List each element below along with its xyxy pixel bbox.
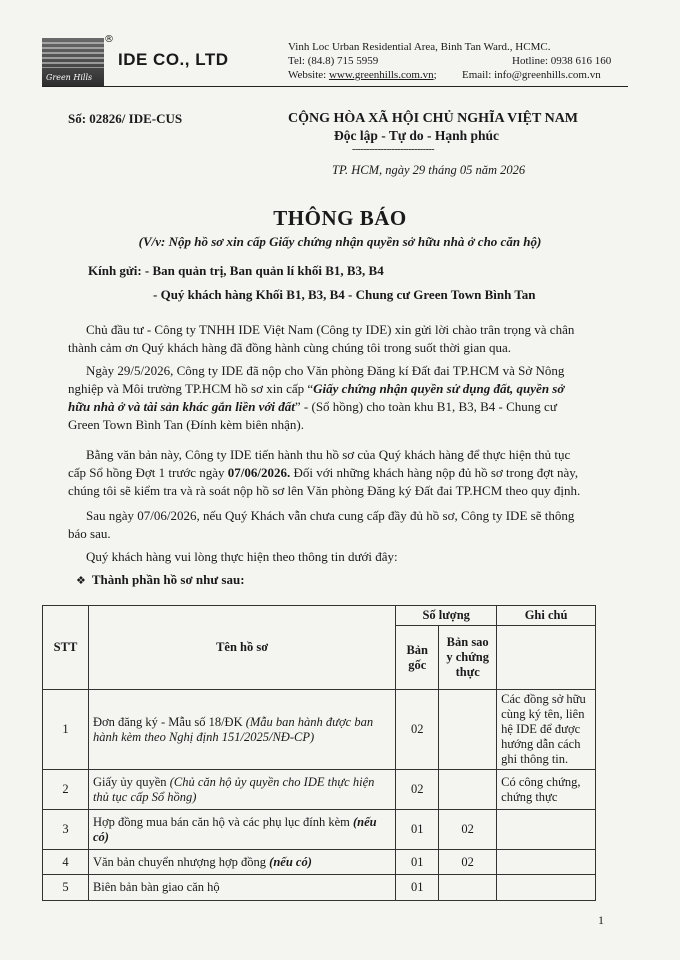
row-name: Hợp đồng mua bán căn hộ và các phụ lục đính kèm (nếu có) (88, 810, 395, 850)
paragraph-line: cấp Sổ hồng Đợt 1 trước ngày 07/06/2026. Đối với những khách hàng nộp đủ hồ sơ trong đợt này, (68, 465, 579, 480)
row-name: Biên bản bàn giao căn hộ (88, 875, 395, 901)
row-original: 01 (396, 850, 439, 875)
company-name: IDE CO., LTD (118, 50, 229, 69)
company-tel: Tel: (84.8) 715 5959 (288, 55, 379, 67)
paragraph-line: Chủ đầu tư - Công ty TNHH IDE Việt Nam (Công ty IDE) xin gửi lời chào trân trọng và chân (86, 322, 575, 337)
row-note (497, 875, 596, 901)
paragraph-line: Sau ngày 07/06/2026, nếu Quý Khách vẫn chưa cung cấp đầy đủ hồ sơ, Công ty IDE sẽ thông (86, 508, 575, 523)
row-original: 02 (396, 690, 439, 770)
row-original: 01 (396, 810, 439, 850)
recipient-line-1: Kính gửi: - Ban quản trị, Ban quản lí khối B1, B3, B4 (88, 263, 384, 278)
table-header-row (43, 606, 596, 626)
website-separator: ; (433, 69, 437, 81)
row-stt: 5 (43, 875, 89, 901)
national-title: CỘNG HÒA XÃ HỘI CHỦ NGHĨA VIỆT NAM (288, 111, 579, 126)
row-note (497, 850, 596, 875)
section-heading: ❖ Thành phần hồ sơ như sau: (76, 572, 245, 587)
header-note-empty (497, 626, 596, 690)
company-hotline: Hotline: 0938 616 160 (512, 55, 612, 67)
row-name: Đơn đăng ký - Mẫu số 18/ĐK (Mẫu ban hành được ban hành kèm theo Nghị định 151/2025/NĐ-CP) (88, 690, 395, 770)
row-stt: 4 (43, 850, 89, 875)
header-quantity: Số lượng (396, 606, 497, 626)
diamond-bullet-icon: ❖ (76, 574, 86, 587)
paragraph-instructions (68, 548, 624, 566)
header-note: Ghi chú (497, 606, 596, 626)
paragraph-line: thành cảm ơn Quý khách hàng đã đồng hành cùng chúng tôi trong suốt thời gian qua. (68, 340, 512, 355)
paragraph-line: nghiệp và Môi trường TP.HCM hồ sơ xin cấp “Giấy chứng nhận quyền sử dụng đất, quyền sở (68, 381, 565, 396)
motto-rule: ----------------------------- (352, 144, 435, 155)
company-address: Vinh Loc Urban Residential Area, Binh Tan Ward., HCMC. (288, 41, 551, 53)
registered-mark: ® (104, 34, 114, 45)
paragraph-line: Ngày 29/5/2026, Công ty IDE đã nộp cho Văn phòng Đăng kí Đất đai TP.HCM và Sở Nông (86, 363, 565, 378)
paragraph-line: Green Town Bình Tan (Đính kèm biên nhận). (68, 417, 304, 432)
row-copy (439, 690, 497, 770)
paragraph-late-notice (68, 507, 624, 543)
document-number: Số: 02826/ IDE-CUS (68, 111, 183, 126)
row-name: Giấy ủy quyền (Chủ căn hộ ủy quyền cho IDE thực hiện thủ tục cấp Sổ hồng) (88, 770, 395, 810)
website-label: Website: (288, 69, 329, 81)
paragraph-line: chúng tôi sẽ kiểm tra và rà soát nộp hồ sơ lên Văn phòng Đăng ký Đất đai TP.HCM theo quy định. (68, 483, 581, 498)
table-row (43, 770, 596, 810)
logo-stripes (42, 42, 104, 68)
company-logo (42, 38, 104, 86)
row-copy (439, 875, 497, 901)
paragraph-greeting (68, 321, 624, 357)
row-stt: 1 (43, 690, 89, 770)
table-row (43, 690, 596, 770)
document-subject: (V/v: Nộp hồ sơ xin cấp Giấy chứng nhận quyền sở hữu nhà ở cho căn hộ) (138, 234, 542, 249)
paragraph-submission (68, 362, 624, 434)
paragraph-line: Quý khách hàng vui lòng thực hiện theo thông tin dưới đây: (86, 549, 398, 564)
header-original: Bản gốc (396, 626, 439, 690)
row-copy: 02 (439, 810, 497, 850)
row-name: Văn bản chuyển nhượng hợp đồng (nếu có) (88, 850, 395, 875)
row-copy: 02 (439, 850, 497, 875)
email-label: Email: (462, 69, 495, 81)
document-title: THÔNG BÁO (273, 206, 407, 230)
national-motto: Độc lập - Tự do - Hạnh phúc (334, 128, 500, 143)
row-note (497, 810, 596, 850)
paragraph-deadline (68, 446, 624, 500)
documents-table (42, 605, 596, 901)
recipient-line-2: - Quý khách hàng Khối B1, B3, B4 - Chung cư Green Town Bình Tan (153, 287, 536, 302)
header-copy: Bản sao y chứng thực (439, 626, 497, 690)
header-name: Tên hồ sơ (88, 606, 395, 690)
row-note: Có công chứng, chứng thực (497, 770, 596, 810)
header-stt: STT (43, 606, 89, 690)
row-stt: 2 (43, 770, 89, 810)
row-original: 02 (396, 770, 439, 810)
row-original: 01 (396, 875, 439, 901)
place-date: TP. HCM, ngày 29 tháng 05 năm 2026 (332, 163, 526, 177)
letterhead-divider (42, 86, 628, 87)
company-website (288, 69, 437, 82)
logo-text: Green Hills (46, 73, 93, 82)
website-link[interactable]: www.greenhills.com.vn (328, 69, 434, 81)
row-note: Các đồng sở hữu cùng ký tên, liên hệ IDE để được hướng dẫn cách ghi thông tin. (497, 690, 596, 770)
email-link[interactable]: info@greenhills.com.vn (494, 69, 601, 81)
paragraph-line: báo sau. (68, 526, 111, 541)
paragraph-line: hữu nhà ở và tài sản khác gắn liền với đất” - (Sổ hồng) cho toàn khu B1, B3, B4 - Chung cư (68, 399, 557, 414)
company-email (462, 69, 601, 82)
paragraph-line: Bằng văn bản này, Công ty IDE tiến hành thu hồ sơ của Quý khách hàng để thực hiện thủ tục (86, 447, 571, 462)
table-row (43, 850, 596, 875)
row-stt: 3 (43, 810, 89, 850)
row-copy (439, 770, 497, 810)
table-row (43, 810, 596, 850)
page-number: 1 (598, 913, 604, 927)
table-row (43, 875, 596, 901)
